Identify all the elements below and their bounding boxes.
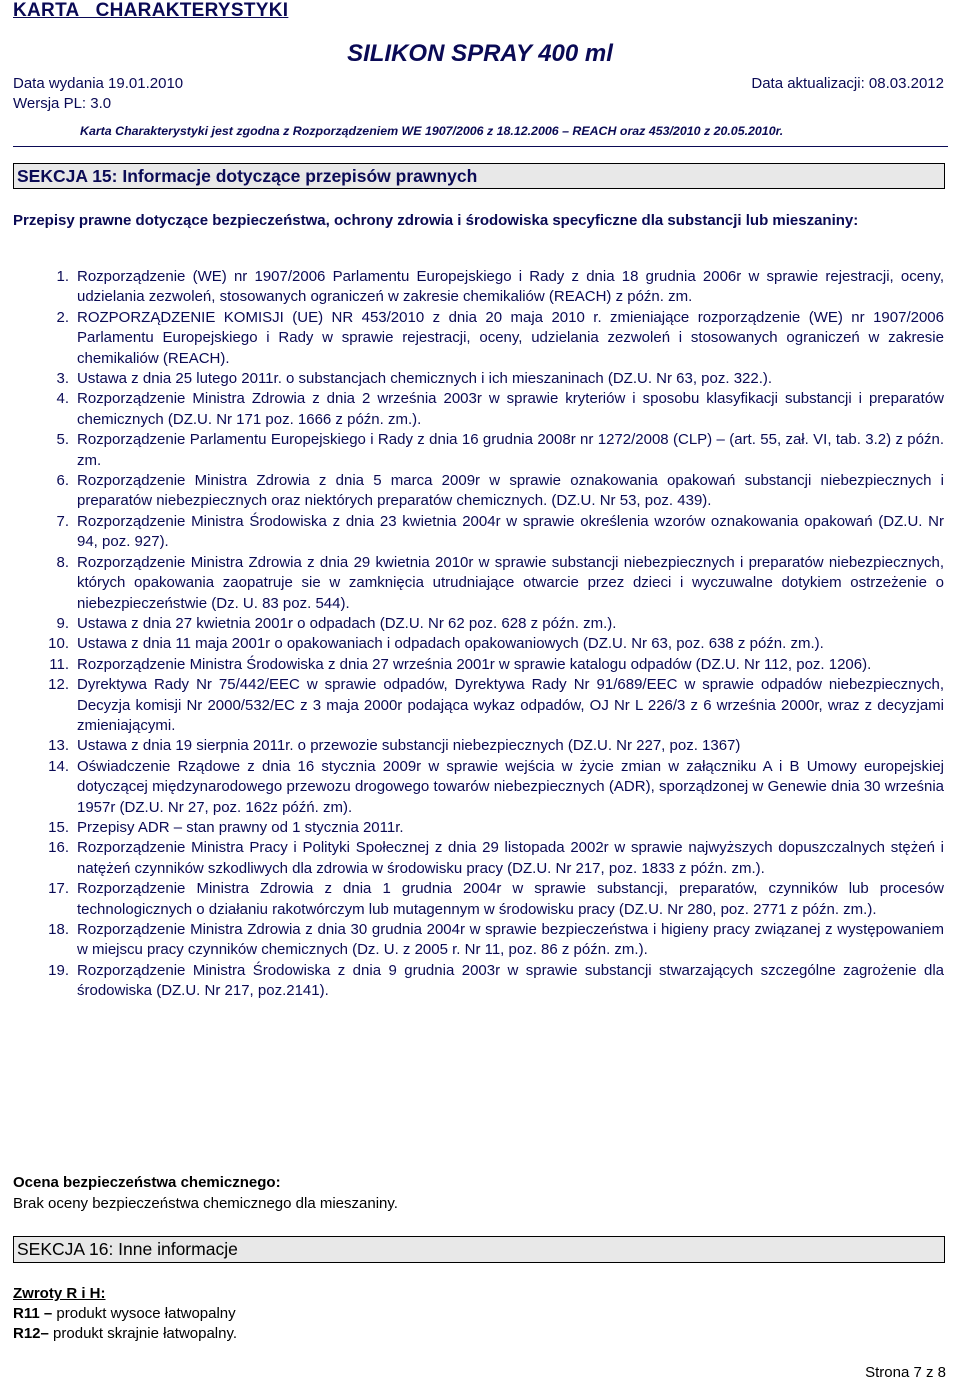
issue-date: Data wydania 19.01.2010: [13, 75, 184, 92]
safety-assessment-heading: Ocena bezpieczeństwa chemicznego:: [13, 1174, 281, 1191]
phrases-list: [13, 1304, 237, 1344]
regulation-item: [0, 838, 944, 879]
regulation-text: Ustawa z dnia 27 kwietnia 2001r o odpadach (DZ.U. Nr 62 poz. 628 z późn. zm.).: [77, 614, 617, 632]
regulation-item: [0, 879, 944, 920]
regulation-item: [0, 389, 944, 430]
product-name: SILIKON SPRAY 400 ml: [347, 40, 613, 67]
regulation-number: 2.: [56, 308, 69, 326]
regulation-item: [0, 634, 944, 654]
section-16-heading: SEKCJA 16: Inne informacje: [13, 1236, 945, 1263]
regulation-item: [0, 512, 944, 553]
regulation-number: 13.: [48, 737, 69, 755]
regulation-number: 12.: [48, 676, 69, 694]
regulation-item: [0, 961, 944, 1002]
phrases-heading: Zwroty R i H:: [13, 1285, 106, 1302]
regulation-text: Oświadczenie Rządowe z dnia 16 stycznia 2009r w sprawie wejścia w życie zmian w załączniku A i B Umowy europejskiej dotyczącej międzynarodowego przewozu drogowego towarów niebezpiecznych (ADR), sporządzonej w Genewie dnia 30 września 1957r (DZ.U. Nr 27, poz. 162z późń. zm).: [77, 757, 944, 816]
regulation-item: [0, 553, 944, 614]
regulation-number: 1.: [56, 268, 69, 285]
page-number: Strona 7 z 8: [865, 1364, 946, 1381]
phrase-row: [13, 1304, 237, 1324]
regulation-item: [0, 267, 944, 308]
regulation-item: [0, 308, 944, 369]
regulation-text: Rozporządzenie Parlamentu Europejskiego i Rady z dnia 16 grudnia 2008r nr 1272/2008 (CLP) – (art. 55, zał. VI, tab. 3.2) z późn. zm.: [77, 431, 944, 469]
safety-assessment-text: Brak oceny bezpieczeństwa chemicznego dla mieszaniny.: [13, 1195, 398, 1212]
regulation-text: Rozporządzenie Ministra Zdrowia z dnia 1 grudnia 2004r w sprawie substancji, preparatów, czynników lub procesów technologicznych o działaniu rakotwórczym lub mutagennym w środowisku pracy (DZ.U. Nr 280, poz. 2771 z późn. zm.).: [77, 880, 944, 918]
regulation-number: 7.: [56, 512, 69, 530]
regulation-text: Ustawa z dnia 25 lutego 2011r. o substancjach chemicznych i ich mieszaninach (DZ.U. Nr 63, poz. 322.).: [77, 370, 773, 388]
phrase-row: [13, 1324, 237, 1344]
phrase-text: produkt skrajnie łatwopalny.: [53, 1325, 238, 1342]
regulation-item: [0, 471, 944, 512]
regulation-number: 16.: [48, 839, 69, 857]
regulation-text: Rozporządzenie Ministra Zdrowia z dnia 5 marca 2009r w sprawie oznakowania opakowań substancji niebezpiecznych i preparatów niebezpiecznych oraz niektórych preparatów chemicznych. (DZ.U. Nr 53, poz. 439).: [77, 472, 944, 510]
header-divider: [13, 146, 948, 147]
regulation-text: Rozporządzenie Ministra Pracy i Polityki Społecznej z dnia 29 listopada 2002r w sprawie najwyższych dopuszczalnych stężeń i natężeń czynników szkodliwych dla zdrowia w środowisku pracy (DZ.U. Nr 217, poz. 1833 z późn. zm.).: [77, 839, 944, 877]
regulation-number: 18.: [48, 921, 69, 938]
regulation-item: [0, 675, 944, 736]
regulation-item: [0, 818, 944, 838]
regulation-text: Ustawa z dnia 19 sierpnia 2011r. o przewozie substancji niebezpiecznych (DZ.U. Nr 227, poz. 1367): [77, 737, 741, 755]
regulation-item: [0, 655, 944, 675]
regulation-text: Ustawa z dnia 11 maja 2001r o opakowaniach i odpadach opakowaniowych (DZ.U. Nr 63, poz. 638 z późn. zm.).: [77, 635, 824, 653]
regulations-list: [0, 267, 944, 1002]
regulation-text: Przepisy ADR – stan prawny od 1 stycznia 2011r.: [77, 818, 404, 836]
phrase-code: R12: [13, 1325, 41, 1342]
regulation-number: 14.: [48, 757, 69, 775]
regulation-item: [0, 369, 944, 389]
update-date: Data aktualizacji: 08.03.2012: [751, 75, 944, 92]
regulation-text: Rozporządzenie (WE) nr 1907/2006 Parlamentu Europejskiego i Rady z dnia 18 grudnia 2006r w sprawie rejestracji, oceny, udzielania zezwoleń, stosowanych ograniczeń w zakresie chemikaliów (REACH) z późn. zm.: [77, 268, 944, 306]
phrase-separator: –: [39, 1305, 57, 1322]
regulation-number: 8.: [56, 553, 69, 571]
regulation-number: 5.: [56, 431, 69, 449]
regulations-lead: Przepisy prawne dotyczące bezpieczeństwa, ochrony zdrowia i środowiska specyficzne dla substancji lub mieszaniny:: [13, 212, 859, 229]
regulation-note: Karta Charakterystyki jest zgodna z Rozporządzeniem WE 1907/2006 z 18.12.2006 – REACH oraz 453/2010 z 20.05.2010r.: [80, 124, 784, 138]
section-15-heading: SEKCJA 15: Informacje dotyczące przepisów prawnych: [13, 163, 945, 189]
phrase-text: produkt wysoce łatwopalny: [56, 1305, 236, 1322]
regulation-text: Rozporządzenie Ministra Środowiska z dnia 23 kwietnia 2004r w sprawie określenia wzorów oznakowania opakowań (DZ.U. Nr 94, poz. 927).: [77, 512, 944, 551]
regulation-number: 10.: [48, 635, 69, 653]
regulation-number: 11.: [49, 655, 69, 673]
regulation-item: [0, 430, 944, 471]
regulation-text: Rozporządzenie Ministra Zdrowia z dnia 2 września 2003r w sprawie kryteriów i sposobu klasyfikacji substancji i preparatów chemicznych (DZ.U. Nr 171 poz. 1666 z późn. zm.).: [77, 390, 944, 428]
regulation-item: [0, 757, 944, 818]
regulation-text: Rozporządzenie Ministra Zdrowia z dnia 29 kwietnia 2010r w sprawie substancji niebezpiecznych i preparatów niebezpiecznych, których opakowania zaopatruje sie w zamknięcia utrudniające otwarcie przez dzieci i wyczuwalne dotykiem ostrzeżenie o niebezpieczeństwie (Dz. U. 83 poz. 544).: [77, 553, 944, 612]
regulation-item: [0, 736, 944, 756]
regulation-number: 9.: [56, 614, 69, 632]
phrase-separator: –: [40, 1325, 54, 1342]
regulation-item: [0, 614, 944, 634]
regulation-text: Rozporządzenie Ministra Środowiska z dnia 9 grudnia 2003r w sprawie substancji stwarzających szczególne zagrożenie dla środowiska (DZ.U. Nr 217, poz.2141).: [77, 961, 944, 1000]
phrase-code: R11: [13, 1305, 40, 1322]
regulation-text: Rozporządzenie Ministra Środowiska z dnia 27 września 2001r w sprawie katalogu odpadów (DZ.U. Nr 112, poz. 1206).: [77, 655, 872, 673]
regulation-number: 19.: [48, 961, 69, 979]
regulation-item: [0, 920, 944, 961]
regulation-text: Rozporządzenie Ministra Zdrowia z dnia 30 grudnia 2004r w sprawie bezpieczeństwa i higieny pracy związanej z występowaniem w miejscu pracy czynników chemicznych (Dz. U. z 2005 r. Nr 11, poz. 86 z późn. zm.).: [77, 921, 944, 959]
regulation-number: 6.: [56, 472, 69, 490]
version: Wersja PL: 3.0: [13, 95, 112, 112]
regulation-number: 4.: [56, 390, 69, 408]
regulation-text: ROZPORZĄDZENIE KOMISJI (UE) NR 453/2010 z dnia 20 maja 2010 r. zmieniające rozporządzenie (WE) nr 1907/2006 Parlamentu Europejskiego i Rady w sprawie rejestracji, oceny, udzielania zezwoleń i stosowanych ograniczeń w zakresie chemikaliów (REACH).: [77, 308, 944, 367]
regulation-number: 15.: [48, 818, 69, 836]
regulation-number: 17.: [48, 880, 69, 898]
regulation-number: 3.: [56, 370, 69, 388]
document-title: KARTA CHARAKTERYSTYKI: [13, 0, 289, 21]
regulation-text: Dyrektywa Rady Nr 75/442/EEC w sprawie odpadów, Dyrektywa Rady Nr 91/689/EEC w sprawie odpadów niebezpiecznych, Decyzja komisji Nr 2000/532/EC z 3 maja 2000r podająca wykaz odpadów, OJ Nr L 226/3 z 6 września 2000r, wraz z decyzjami zmieniającymi.: [77, 676, 944, 734]
